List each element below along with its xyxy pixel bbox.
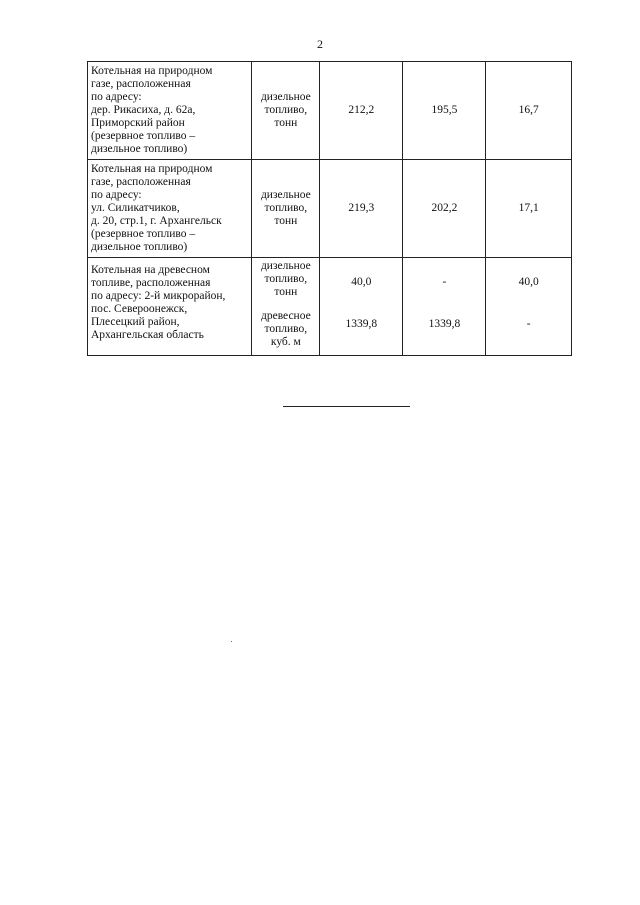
- text-line: (резервное топливо –: [91, 130, 196, 142]
- table-row: [88, 62, 572, 160]
- text-line: тонн: [274, 117, 298, 129]
- value-cell: 195,5: [403, 62, 486, 160]
- value-cell: 16,7: [486, 62, 572, 160]
- value-cell: 219,3: [320, 160, 403, 258]
- text-line: древесное: [260, 309, 311, 322]
- fuel-reserve-table: [87, 61, 572, 356]
- text-line: по адресу: 2-й микрорайон,: [91, 290, 226, 302]
- fuel-type: [252, 308, 320, 356]
- text-line: по адресу:: [91, 91, 142, 103]
- end-divider: [283, 406, 410, 407]
- value-cell: 1339,8: [320, 308, 403, 356]
- text-line: Приморский район: [91, 117, 185, 129]
- text-line: газе, расположенная: [91, 78, 191, 90]
- text-line: топливо,: [264, 202, 308, 214]
- text-line: Котельная на природном: [91, 163, 213, 175]
- table-row: [88, 160, 572, 258]
- text-line: Архангельская область: [91, 329, 204, 341]
- text-line: пос. Североонежск,: [91, 303, 188, 315]
- text-line: по адресу:: [91, 189, 142, 201]
- text-line: Котельная на древесном: [91, 264, 210, 276]
- text-line: топливе, расположенная: [91, 277, 211, 289]
- table-row: [88, 258, 572, 308]
- fuel-type: [252, 62, 320, 160]
- text-line: тонн: [274, 286, 298, 298]
- text-line: дер. Рикасиха, д. 62а,: [91, 104, 196, 116]
- text-line: (резервное топливо –: [91, 228, 196, 240]
- page-number: 2: [317, 37, 323, 51]
- text-line: дизельное топливо): [91, 143, 188, 155]
- value-cell: -: [403, 258, 486, 308]
- value-cell: 202,2: [403, 160, 486, 258]
- boiler-description: [88, 258, 252, 356]
- value-cell: 1339,8: [403, 308, 486, 356]
- text-line: д. 20, стр.1, г. Архангельск: [91, 215, 222, 227]
- value-cell: 212,2: [320, 62, 403, 160]
- boiler-description: [88, 62, 252, 160]
- text-line: газе, расположенная: [91, 176, 191, 188]
- text-line: топливо,: [264, 273, 308, 285]
- text-line: ул. Силикатчиков,: [91, 202, 180, 214]
- text-line: тонн: [274, 215, 298, 227]
- value-cell: 40,0: [486, 258, 572, 308]
- text-line: дизельное: [260, 91, 311, 103]
- value-cell: 40,0: [320, 258, 403, 308]
- fuel-type: [252, 160, 320, 258]
- text-line: куб. м: [270, 335, 301, 348]
- value-cell: -: [486, 308, 572, 356]
- text-line: дизельное топливо): [91, 241, 188, 253]
- value-cell: 17,1: [486, 160, 572, 258]
- fuel-type: [252, 258, 320, 308]
- text-line: топливо,: [264, 104, 308, 116]
- scan-speck: [231, 641, 232, 642]
- text-line: Котельная на природном: [91, 65, 213, 77]
- text-line: топливо,: [264, 322, 308, 335]
- boiler-description: [88, 160, 252, 258]
- text-line: дизельное: [260, 189, 311, 201]
- text-line: Плесецкий район,: [91, 316, 180, 328]
- text-line: дизельное: [260, 260, 311, 272]
